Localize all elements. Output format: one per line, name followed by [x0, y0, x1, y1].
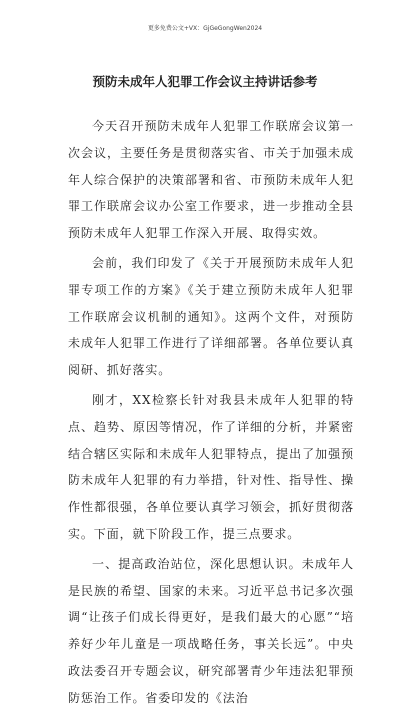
paragraph: 一、提高政治站位，深化思想认识。未成年人是民族的希望、国家的未来。习近平总书记多次强调“让孩子们成长得更好，是我们最大的心愿”“培养好少年儿童是一项战略任务，事关长远”。中央政法委召开专题会议，研究部署青少年违法犯罪预防惩治工作。省委印发的《法治	[68, 556, 354, 705]
header-watermark-text: 更多免费公文+VX：GjGeGongWen2024	[147, 25, 263, 32]
document-title: 预防未成年人犯罪工作会议主持讲话参考	[92, 74, 318, 89]
paragraph: 刚才，XX检察长针对我县未成年人犯罪的特点、趋势、原因等情况，作了详细的分析，并紧密结合辖区实际和未成年人犯罪特点，提出了加强预防未成年人犯罪的有力举措，针对性、指导性、操作性都很强，各单位要认真学习领会，抓好贯彻落实。下面，就下阶段工作，提三点要求。	[68, 392, 354, 541]
paragraph: 会前，我们印发了《关于开展预防未成年人犯罪专项工作的方案》《关于建立预防未成年人犯罪工作联席会议机制的通知》。这两个文件，对预防未成年人犯罪工作进行了详细部署。各单位要认真阅研、抓好落实。	[68, 255, 354, 378]
paragraph: 今天召开预防未成年人犯罪工作联席会议第一次会议，主要任务是贯彻落实省、市关于加强未成年人综合保护的决策部署和省、市预防未成年人犯罪工作联席会议办公室工作要求，进一步推动全县预防未成年人犯罪工作深入开展、取得实效。	[68, 119, 354, 241]
document-body	[68, 113, 354, 715]
